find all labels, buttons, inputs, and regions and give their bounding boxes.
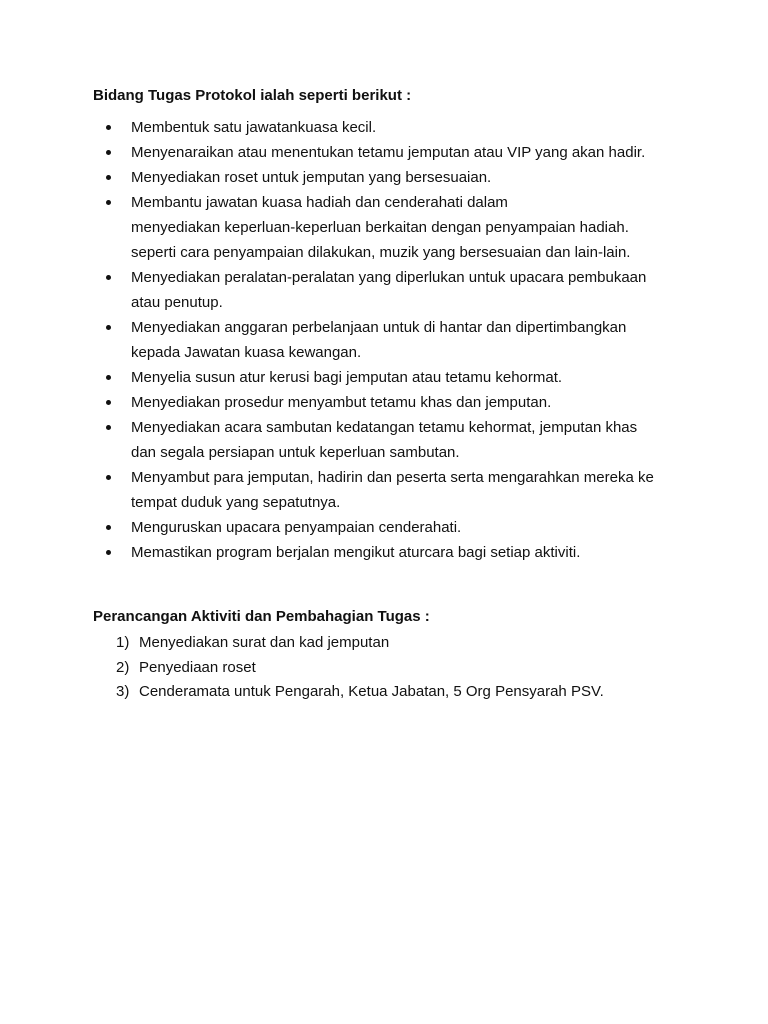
list-item-text: Menyediakan peralatan-peralatan yang diperlukan untuk upacara pembukaan <box>131 269 647 286</box>
bullet-icon <box>106 550 111 555</box>
protocol-duties-list <box>93 115 688 565</box>
bullet-icon <box>106 425 111 430</box>
list-item-text: Cenderamata untuk Pengarah, Ketua Jabatan, 5 Org Pensyarah PSV. <box>139 683 604 700</box>
bullet-icon <box>106 200 111 205</box>
list-item-text: Membentuk satu jawatankuasa kecil. <box>131 119 377 136</box>
bullet-icon <box>106 375 111 380</box>
list-item-text: Penyediaan roset <box>139 658 256 676</box>
list-item <box>93 315 688 365</box>
list-item-text: Menguruskan upacara penyampaian cenderahati. <box>131 519 462 536</box>
list-item-text: seperti cara penyampaian dilakukan, muzik yang bersesuaian dan lain-lain. <box>131 244 631 261</box>
list-item-text: Menyediakan roset untuk jemputan yang bersesuaian. <box>131 169 492 186</box>
activity-planning-list <box>93 631 688 705</box>
list-item-number: 2) <box>116 658 130 676</box>
list-item-text: Menyediakan acara sambutan kedatangan tetamu kehormat, jemputan khas <box>131 419 638 436</box>
list-item-text: Menyediakan anggaran perbelanjaan untuk di hantar dan dipertimbangkan <box>131 319 627 336</box>
list-item <box>93 390 688 415</box>
protocol-duties-heading: Bidang Tugas Protokol ialah seperti berikut : <box>93 87 412 104</box>
list-item <box>93 540 688 565</box>
list-item-text: Memastikan program berjalan mengikut aturcara bagi setiap aktiviti. <box>131 544 581 561</box>
protocol-duties-section <box>93 86 688 565</box>
list-item-text: Menyenaraikan atau menentukan tetamu jemputan atau VIP yang akan hadir. <box>131 144 646 161</box>
list-item <box>93 415 688 465</box>
list-item-text: Menyediakan surat dan kad jemputan <box>139 634 390 651</box>
list-item <box>93 190 688 265</box>
list-item-text: Menyediakan prosedur menyambut tetamu khas dan jemputan. <box>131 394 552 411</box>
list-item-number: 1) <box>116 634 130 651</box>
bullet-icon <box>106 400 111 405</box>
bullet-icon <box>106 525 111 530</box>
bullet-icon <box>106 150 111 155</box>
list-item <box>93 465 688 515</box>
list-item <box>93 656 688 681</box>
bullet-icon <box>106 325 111 330</box>
activity-planning-heading: Perancangan Aktiviti dan Pembahagian Tugas : <box>93 608 430 625</box>
list-item <box>93 515 688 540</box>
list-item-text: tempat duduk yang sepatutnya. <box>131 494 341 511</box>
list-item <box>93 140 688 165</box>
list-item-text: atau penutup. <box>131 294 223 311</box>
list-item <box>93 365 688 390</box>
list-item-text: kepada Jawatan kuasa kewangan. <box>131 344 362 361</box>
bullet-icon <box>106 275 111 280</box>
list-item-text: Menyelia susun atur kerusi bagi jemputan atau tetamu kehormat. <box>131 369 563 386</box>
list-item-text: dan segala persiapan untuk keperluan sambutan. <box>131 444 460 461</box>
list-item <box>93 631 688 656</box>
activity-planning-section <box>93 607 688 705</box>
bullet-icon <box>106 475 111 480</box>
list-item <box>93 680 688 705</box>
list-item-number: 3) <box>116 683 130 700</box>
list-item <box>93 165 688 190</box>
list-item <box>93 265 688 315</box>
list-item-text: Membantu jawatan kuasa hadiah dan cenderahati dalam <box>131 194 508 211</box>
list-item-text: Menyambut para jemputan, hadirin dan peserta serta mengarahkan mereka ke <box>131 469 654 486</box>
list-item-text: menyediakan keperluan-keperluan berkaitan dengan penyampaian hadiah. <box>131 219 629 236</box>
list-item <box>93 115 688 140</box>
bullet-icon <box>106 175 111 180</box>
bullet-icon <box>106 125 111 130</box>
